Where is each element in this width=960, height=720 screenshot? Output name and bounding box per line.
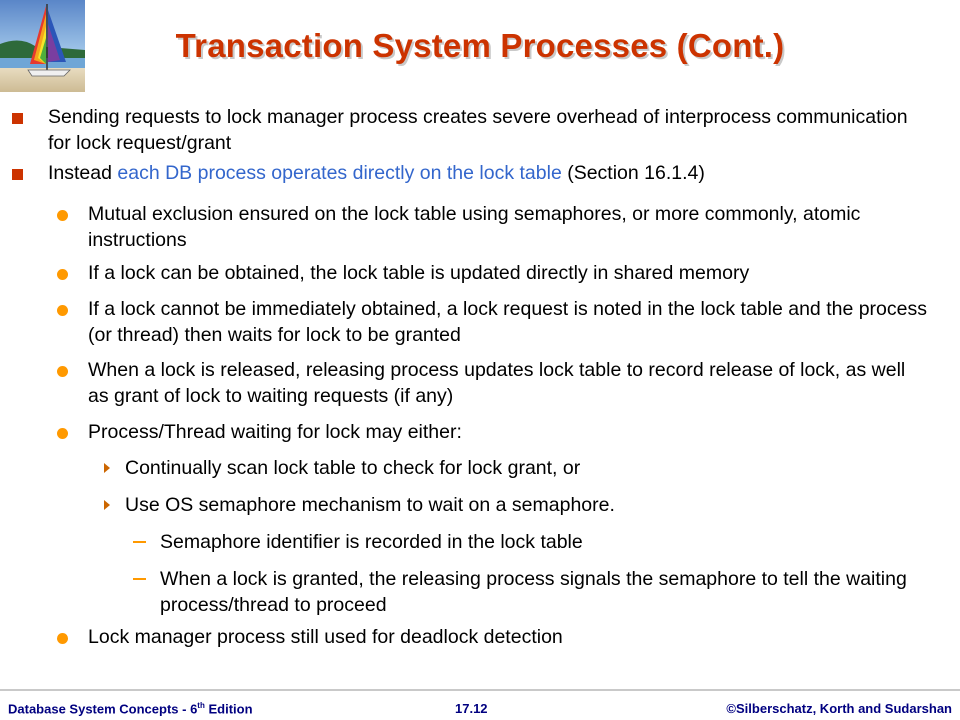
slide-title: Transaction System Processes (Cont.)	[175, 27, 785, 64]
arrow-bullet-icon	[104, 500, 110, 510]
bullet-item: Continually scan lock table to check for lock grant, or	[125, 457, 581, 479]
bullet-item: Sending requests to lock manager process creates severe overhead of interprocess communication for lock request/grant	[48, 106, 908, 154]
bullet-item: If a lock cannot be immediately obtained, a lock request is noted in the lock table and the process (or thread) then waits for lock to be granted	[88, 298, 927, 346]
footer-book-text: Database System Concepts - 6	[8, 701, 198, 717]
highlighted-text: each DB process operates directly on the lock table	[117, 162, 562, 184]
bullet-text: Instead	[48, 162, 118, 184]
bullet-item: If a lock can be obtained, the lock table is updated directly in shared memory	[88, 262, 750, 284]
footer-copyright: ©Silberschatz, Korth and Sudarshan	[726, 701, 952, 716]
round-bullet-icon	[57, 269, 68, 280]
footer-divider	[0, 689, 960, 691]
bullet-text: (Section 16.1.4)	[561, 162, 705, 184]
round-bullet-icon	[57, 428, 68, 439]
bullet-item: Lock manager process still used for deadlock detection	[88, 626, 563, 648]
bullet-item: When a lock is released, releasing process updates lock table to record release of lock, as well as grant of lock to waiting requests (if any)	[88, 359, 906, 407]
arrow-bullet-icon	[104, 463, 110, 473]
dash-bullet-icon	[133, 541, 146, 543]
round-bullet-icon	[57, 305, 68, 316]
footer-edition-sup: th	[197, 701, 205, 710]
bullet-item: Semaphore identifier is recorded in the lock table	[160, 531, 583, 553]
footer-book-title	[8, 701, 253, 716]
page-number: 17.12	[455, 701, 488, 716]
bullet-item: Mutual exclusion ensured on the lock table using semaphores, or more commonly, atomic instructions	[88, 203, 861, 251]
square-bullet-icon	[12, 113, 23, 124]
bullet-item: When a lock is granted, the releasing process signals the semaphore to tell the waiting process/thread to proceed	[160, 568, 907, 616]
bullet-item: Process/Thread waiting for lock may either:	[88, 421, 462, 443]
footer-edition-text: Edition	[204, 701, 253, 717]
bullet-item: Use OS semaphore mechanism to wait on a semaphore.	[125, 494, 615, 516]
bullet-item	[48, 160, 928, 186]
round-bullet-icon	[57, 633, 68, 644]
round-bullet-icon	[57, 366, 68, 377]
round-bullet-icon	[57, 210, 68, 221]
square-bullet-icon	[12, 169, 23, 180]
dash-bullet-icon	[133, 578, 146, 580]
